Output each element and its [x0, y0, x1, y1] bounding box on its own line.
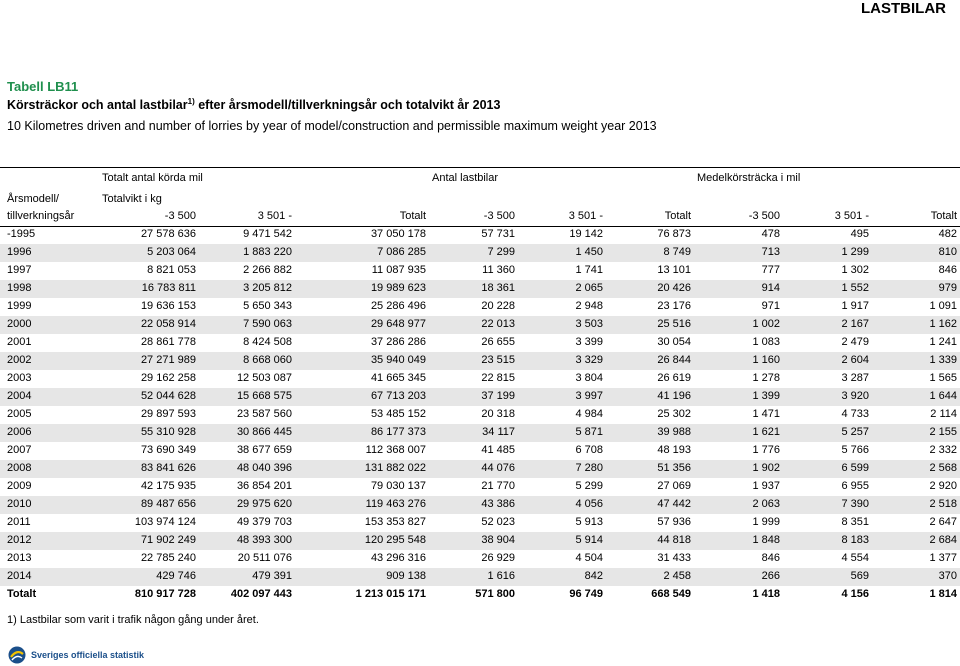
table-cell: 478: [761, 228, 780, 240]
row-year: 2001: [7, 336, 32, 348]
row-year: 2004: [7, 390, 32, 402]
table-cell: 4 554: [841, 552, 869, 564]
table-row: [0, 226, 960, 244]
table-cell: 39 988: [657, 426, 691, 438]
table-row: [0, 406, 960, 424]
table-cell: 57 936: [657, 516, 691, 528]
row-year: 2000: [7, 318, 32, 330]
table-cell: 1 741: [575, 264, 603, 276]
row-year: 1998: [7, 282, 32, 294]
table-cell: 2 920: [929, 480, 957, 492]
table-cell: 19 636 153: [140, 300, 196, 312]
table-cell: 119 463 276: [365, 498, 426, 510]
row-year: 2008: [7, 462, 32, 474]
table-cell: 1 418: [752, 588, 780, 600]
table-cell: 7 390: [841, 498, 869, 510]
table-cell: 2 167: [841, 318, 869, 330]
table-cell: 3 287: [841, 372, 869, 384]
table-title-swedish: [7, 97, 500, 112]
table-cell: 29 162 258: [140, 372, 196, 384]
table-cell: 1 399: [752, 390, 780, 402]
table-cell: 846: [761, 552, 780, 564]
table-row: [0, 352, 960, 370]
row-year: 2014: [7, 570, 32, 582]
table-cell: 48 193: [657, 444, 691, 456]
table-cell: 1 565: [929, 372, 957, 384]
table-cell: 4 056: [575, 498, 603, 510]
table-cell: 429 746: [156, 570, 196, 582]
table-cell: 26 929: [481, 552, 515, 564]
table-cell: 1 002: [752, 318, 780, 330]
table-cell: 842: [584, 570, 603, 582]
table-cell: 42 175 935: [140, 480, 196, 492]
column-header: 3 501 -: [834, 210, 869, 222]
row-year: -1995: [7, 228, 36, 240]
table-cell: 2 266 882: [243, 264, 292, 276]
table-cell: 571 800: [475, 588, 515, 600]
table-cell: 5 299: [575, 480, 603, 492]
header-title: LASTBILAR: [861, 0, 946, 17]
weight-label: Totalvikt i kg: [102, 193, 162, 205]
table-row: [0, 478, 960, 496]
table-cell: 2 684: [929, 534, 957, 546]
table-cell: 9 471 542: [243, 228, 292, 240]
title-sv-main: Körsträckor och antal lastbilar: [7, 98, 188, 113]
table-cell: 89 487 656: [140, 498, 196, 510]
column-header: -3 500: [748, 210, 780, 222]
table-cell: 1 091: [929, 300, 957, 312]
table-cell: 2 568: [929, 462, 957, 474]
table-cell: 8 183: [841, 534, 869, 546]
group-header-lorries: Antal lastbilar: [432, 172, 499, 184]
table-cell: 79 030 137: [370, 480, 426, 492]
table-row: [0, 532, 960, 550]
table-cell: 76 873: [657, 228, 691, 240]
table-cell: 5 257: [841, 426, 869, 438]
table-cell: 27 271 989: [140, 354, 196, 366]
table-cell: 15 668 575: [236, 390, 292, 402]
table-cell: 479 391: [252, 570, 292, 582]
table-cell: 11 087 935: [371, 264, 426, 276]
table-cell: 1 814: [929, 588, 957, 600]
table-cell: 2 458: [663, 570, 691, 582]
group-header-avg: Medelkörsträcka i mil: [697, 172, 801, 184]
header-rule: [0, 167, 960, 168]
table-cell: 4 156: [841, 588, 869, 600]
table-cell: 8 749: [663, 246, 691, 258]
table-cell: 19 989 623: [370, 282, 426, 294]
sos-logo-text: Sveriges officiella statistik: [31, 650, 145, 660]
table-cell: 83 841 626: [140, 462, 196, 474]
table-row: [0, 514, 960, 532]
column-header: 3 501 -: [568, 210, 603, 222]
table-cell: 5 913: [575, 516, 603, 528]
table-cell: 2 948: [575, 300, 603, 312]
table-cell: 1 160: [752, 354, 780, 366]
column-header: -3 500: [164, 210, 196, 222]
table-cell: 7 086 285: [377, 246, 426, 258]
table-cell: 1 213 015 171: [355, 588, 426, 600]
column-header: Totalt: [930, 210, 957, 222]
row-year: 1999: [7, 300, 32, 312]
table-cell: 1 552: [841, 282, 869, 294]
table-cell: 7 590 063: [243, 318, 292, 330]
table-cell: 34 117: [482, 426, 515, 438]
table-cell: 41 485: [481, 444, 515, 456]
table-cell: 48 040 396: [236, 462, 292, 474]
table-cell: 38 904: [481, 534, 515, 546]
table-cell: 5 203 064: [147, 246, 196, 258]
table-cell: 43 386: [481, 498, 515, 510]
table-cell: 668 549: [651, 588, 691, 600]
table-cell: 25 286 496: [370, 300, 426, 312]
table-cell: 55 310 928: [140, 426, 196, 438]
row-year: 1997: [7, 264, 32, 276]
table-cell: 96 749: [569, 588, 603, 600]
table-cell: 71 902 249: [140, 534, 196, 546]
table-cell: 8 424 508: [243, 336, 292, 348]
table-row: [0, 370, 960, 388]
table-cell: 52 023: [481, 516, 515, 528]
table-cell: 1 302: [841, 264, 869, 276]
table-cell: 1 883 220: [243, 246, 292, 258]
table-cell: 44 076: [481, 462, 515, 474]
table-cell: 2 332: [929, 444, 957, 456]
row-year: 2007: [7, 444, 32, 456]
table-cell: 7 280: [575, 462, 603, 474]
row-header-line2: tillverkningsår: [7, 210, 75, 222]
table-cell: 37 286 286: [370, 336, 426, 348]
table-cell: 25 516: [657, 318, 691, 330]
table-cell: 1 616: [487, 570, 515, 582]
table-cell: 2 114: [930, 408, 957, 420]
table-cell: 1 083: [752, 336, 780, 348]
column-header: Totalt: [664, 210, 691, 222]
table-row: [0, 550, 960, 568]
table-cell: 6 599: [841, 462, 869, 474]
row-year: Totalt: [7, 588, 37, 600]
table-cell: 47 442: [657, 498, 691, 510]
table-cell: 3 804: [575, 372, 603, 384]
table-cell: 23 176: [657, 300, 691, 312]
table-cell: 35 940 049: [370, 354, 426, 366]
table-cell: 266: [761, 570, 780, 582]
table-cell: 18 361: [481, 282, 515, 294]
table-cell: 25 302: [657, 408, 691, 420]
table-cell: 3 399: [575, 336, 603, 348]
table-cell: 37 199: [481, 390, 515, 402]
table-total-row: [0, 586, 960, 604]
table-cell: 909 138: [386, 570, 426, 582]
table-cell: 26 619: [657, 372, 691, 384]
table-cell: 1 339: [929, 354, 957, 366]
table-cell: 8 351: [841, 516, 869, 528]
table-cell: 28 861 778: [140, 336, 196, 348]
table-cell: 103 974 124: [134, 516, 196, 528]
sos-logo-icon: [8, 646, 26, 664]
table-cell: 21 770: [481, 480, 515, 492]
row-year: 2011: [7, 516, 31, 528]
table-cell: 86 177 373: [370, 426, 426, 438]
table-cell: 979: [938, 282, 957, 294]
table-cell: 4 733: [841, 408, 869, 420]
table-cell: 1 471: [752, 408, 780, 420]
table-cell: 29 648 977: [370, 318, 426, 330]
table-cell: 846: [938, 264, 957, 276]
table-cell: 22 815: [481, 372, 515, 384]
row-year: 2003: [7, 372, 32, 384]
row-year: 2010: [7, 498, 32, 510]
table-row: [0, 316, 960, 334]
title-sv-footnote-ref: 1): [187, 97, 195, 106]
table-cell: 26 844: [657, 354, 691, 366]
table-title-english: 10 Kilometres driven and number of lorries by year of model/construction and permissible maximum weight year 2013: [7, 119, 657, 133]
table-cell: 1 644: [929, 390, 957, 402]
table-cell: 30 866 445: [236, 426, 292, 438]
table-row: [0, 298, 960, 316]
table-cell: 971: [761, 300, 780, 312]
table-cell: 1 278: [752, 372, 780, 384]
table-cell: 52 044 628: [140, 390, 196, 402]
table-cell: 41 665 345: [370, 372, 426, 384]
table-cell: 2 518: [929, 498, 957, 510]
table-cell: 36 854 201: [236, 480, 292, 492]
table-cell: 43 296 316: [370, 552, 426, 564]
table-cell: 3 997: [575, 390, 603, 402]
table-row: [0, 568, 960, 586]
table-row: [0, 244, 960, 262]
table-cell: 27 578 636: [140, 228, 196, 240]
table-cell: 810: [938, 246, 957, 258]
table-cell: 5 914: [575, 534, 603, 546]
table-code: Tabell LB11: [7, 79, 79, 94]
table-cell: 482: [938, 228, 957, 240]
table-cell: 1 162: [929, 318, 957, 330]
table-cell: 29 897 593: [140, 408, 196, 420]
row-year: 2012: [7, 534, 32, 546]
table-cell: 11 360: [482, 264, 515, 276]
table-cell: 2 063: [752, 498, 780, 510]
table-cell: 3 329: [575, 354, 603, 366]
table-cell: 153 353 827: [364, 516, 426, 528]
table-cell: 914: [761, 282, 780, 294]
table-cell: 67 713 203: [370, 390, 426, 402]
table-cell: 22 013: [481, 318, 515, 330]
table-cell: 20 318: [481, 408, 515, 420]
table-cell: 27 069: [657, 480, 691, 492]
table-cell: 1 241: [929, 336, 957, 348]
table-cell: 1 377: [929, 552, 957, 564]
table-cell: 370: [938, 570, 957, 582]
row-year: 2009: [7, 480, 32, 492]
table-cell: 131 882 022: [364, 462, 426, 474]
table-cell: 3 503: [575, 318, 603, 330]
column-header: -3 500: [483, 210, 515, 222]
table-cell: 5 871: [575, 426, 603, 438]
table-cell: 2 479: [841, 336, 869, 348]
table-cell: 16 783 811: [141, 282, 196, 294]
table-row: [0, 442, 960, 460]
table-cell: 1 999: [752, 516, 780, 528]
table-cell: 57 731: [481, 228, 515, 240]
table-cell: 20 511 076: [237, 552, 292, 564]
table-cell: 2 065: [575, 282, 603, 294]
table-cell: 4 984: [575, 408, 603, 420]
table-cell: 569: [850, 570, 869, 582]
table-body: [0, 226, 960, 604]
row-year: 2006: [7, 426, 32, 438]
row-year: 1996: [7, 246, 32, 258]
table-cell: 713: [761, 246, 780, 258]
table-cell: 810 917 728: [134, 588, 196, 600]
table-cell: 2 647: [929, 516, 957, 528]
table-row: [0, 334, 960, 352]
group-header-km: Totalt antal körda mil: [102, 172, 203, 184]
table-cell: 19 142: [569, 228, 603, 240]
table-cell: 20 228: [481, 300, 515, 312]
table-cell: 777: [761, 264, 780, 276]
table-cell: 1 621: [752, 426, 780, 438]
table-cell: 31 433: [657, 552, 691, 564]
table-cell: 73 690 349: [140, 444, 196, 456]
table-cell: 53 485 152: [370, 408, 426, 420]
table-row: [0, 262, 960, 280]
table-cell: 23 587 560: [236, 408, 292, 420]
table-row: [0, 460, 960, 478]
table-cell: 112 368 007: [365, 444, 426, 456]
table-row: [0, 496, 960, 514]
table-cell: 1 450: [575, 246, 603, 258]
table-row: [0, 424, 960, 442]
table-cell: 26 655: [481, 336, 515, 348]
row-year: 2013: [7, 552, 32, 564]
table-cell: 23 515: [481, 354, 515, 366]
table-cell: 4 504: [575, 552, 603, 564]
table-cell: 30 054: [657, 336, 691, 348]
table-cell: 51 356: [657, 462, 691, 474]
footnote: 1) Lastbilar som varit i trafik någon gång under året.: [7, 614, 259, 626]
table-cell: 20 426: [657, 282, 691, 294]
table-cell: 1 937: [752, 480, 780, 492]
table-cell: 48 393 300: [236, 534, 292, 546]
table-cell: 2 604: [841, 354, 869, 366]
table-cell: 1 917: [841, 300, 869, 312]
table-cell: 3 920: [841, 390, 869, 402]
table-cell: 12 503 087: [236, 372, 292, 384]
column-header: 3 501 -: [257, 210, 292, 222]
column-header: Totalt: [399, 210, 426, 222]
table-cell: 41 196: [657, 390, 691, 402]
table-cell: 6 955: [841, 480, 869, 492]
table-cell: 6 708: [575, 444, 603, 456]
table-cell: 37 050 178: [370, 228, 426, 240]
table-cell: 22 058 914: [140, 318, 196, 330]
table-cell: 13 101: [657, 264, 691, 276]
table-cell: 8 821 053: [147, 264, 196, 276]
table-cell: 1 848: [752, 534, 780, 546]
table-cell: 5 766: [841, 444, 869, 456]
table-cell: 44 818: [657, 534, 691, 546]
table-cell: 8 668 060: [243, 354, 292, 366]
row-year: 2005: [7, 408, 32, 420]
table-cell: 495: [850, 228, 869, 240]
table-cell: 120 295 548: [364, 534, 426, 546]
table-cell: 2 155: [929, 426, 957, 438]
row-header-line1: Årsmodell/: [7, 193, 59, 205]
table-cell: 1 776: [752, 444, 780, 456]
table-cell: 49 379 703: [236, 516, 292, 528]
table-cell: 7 299: [487, 246, 515, 258]
table-cell: 402 097 443: [230, 588, 292, 600]
table-cell: 5 650 343: [243, 300, 292, 312]
title-sv-rest: efter årsmodell/tillverkningsår och totalvikt år 2013: [194, 98, 501, 113]
row-year: 2002: [7, 354, 32, 366]
table-cell: 1 902: [752, 462, 780, 474]
table-cell: 3 205 812: [243, 282, 292, 294]
table-row: [0, 388, 960, 406]
table-cell: 22 785 240: [140, 552, 196, 564]
table-row: [0, 280, 960, 298]
table-cell: 38 677 659: [236, 444, 292, 456]
sos-logo: [8, 646, 144, 664]
table-cell: 29 975 620: [236, 498, 292, 510]
table-cell: 1 299: [841, 246, 869, 258]
